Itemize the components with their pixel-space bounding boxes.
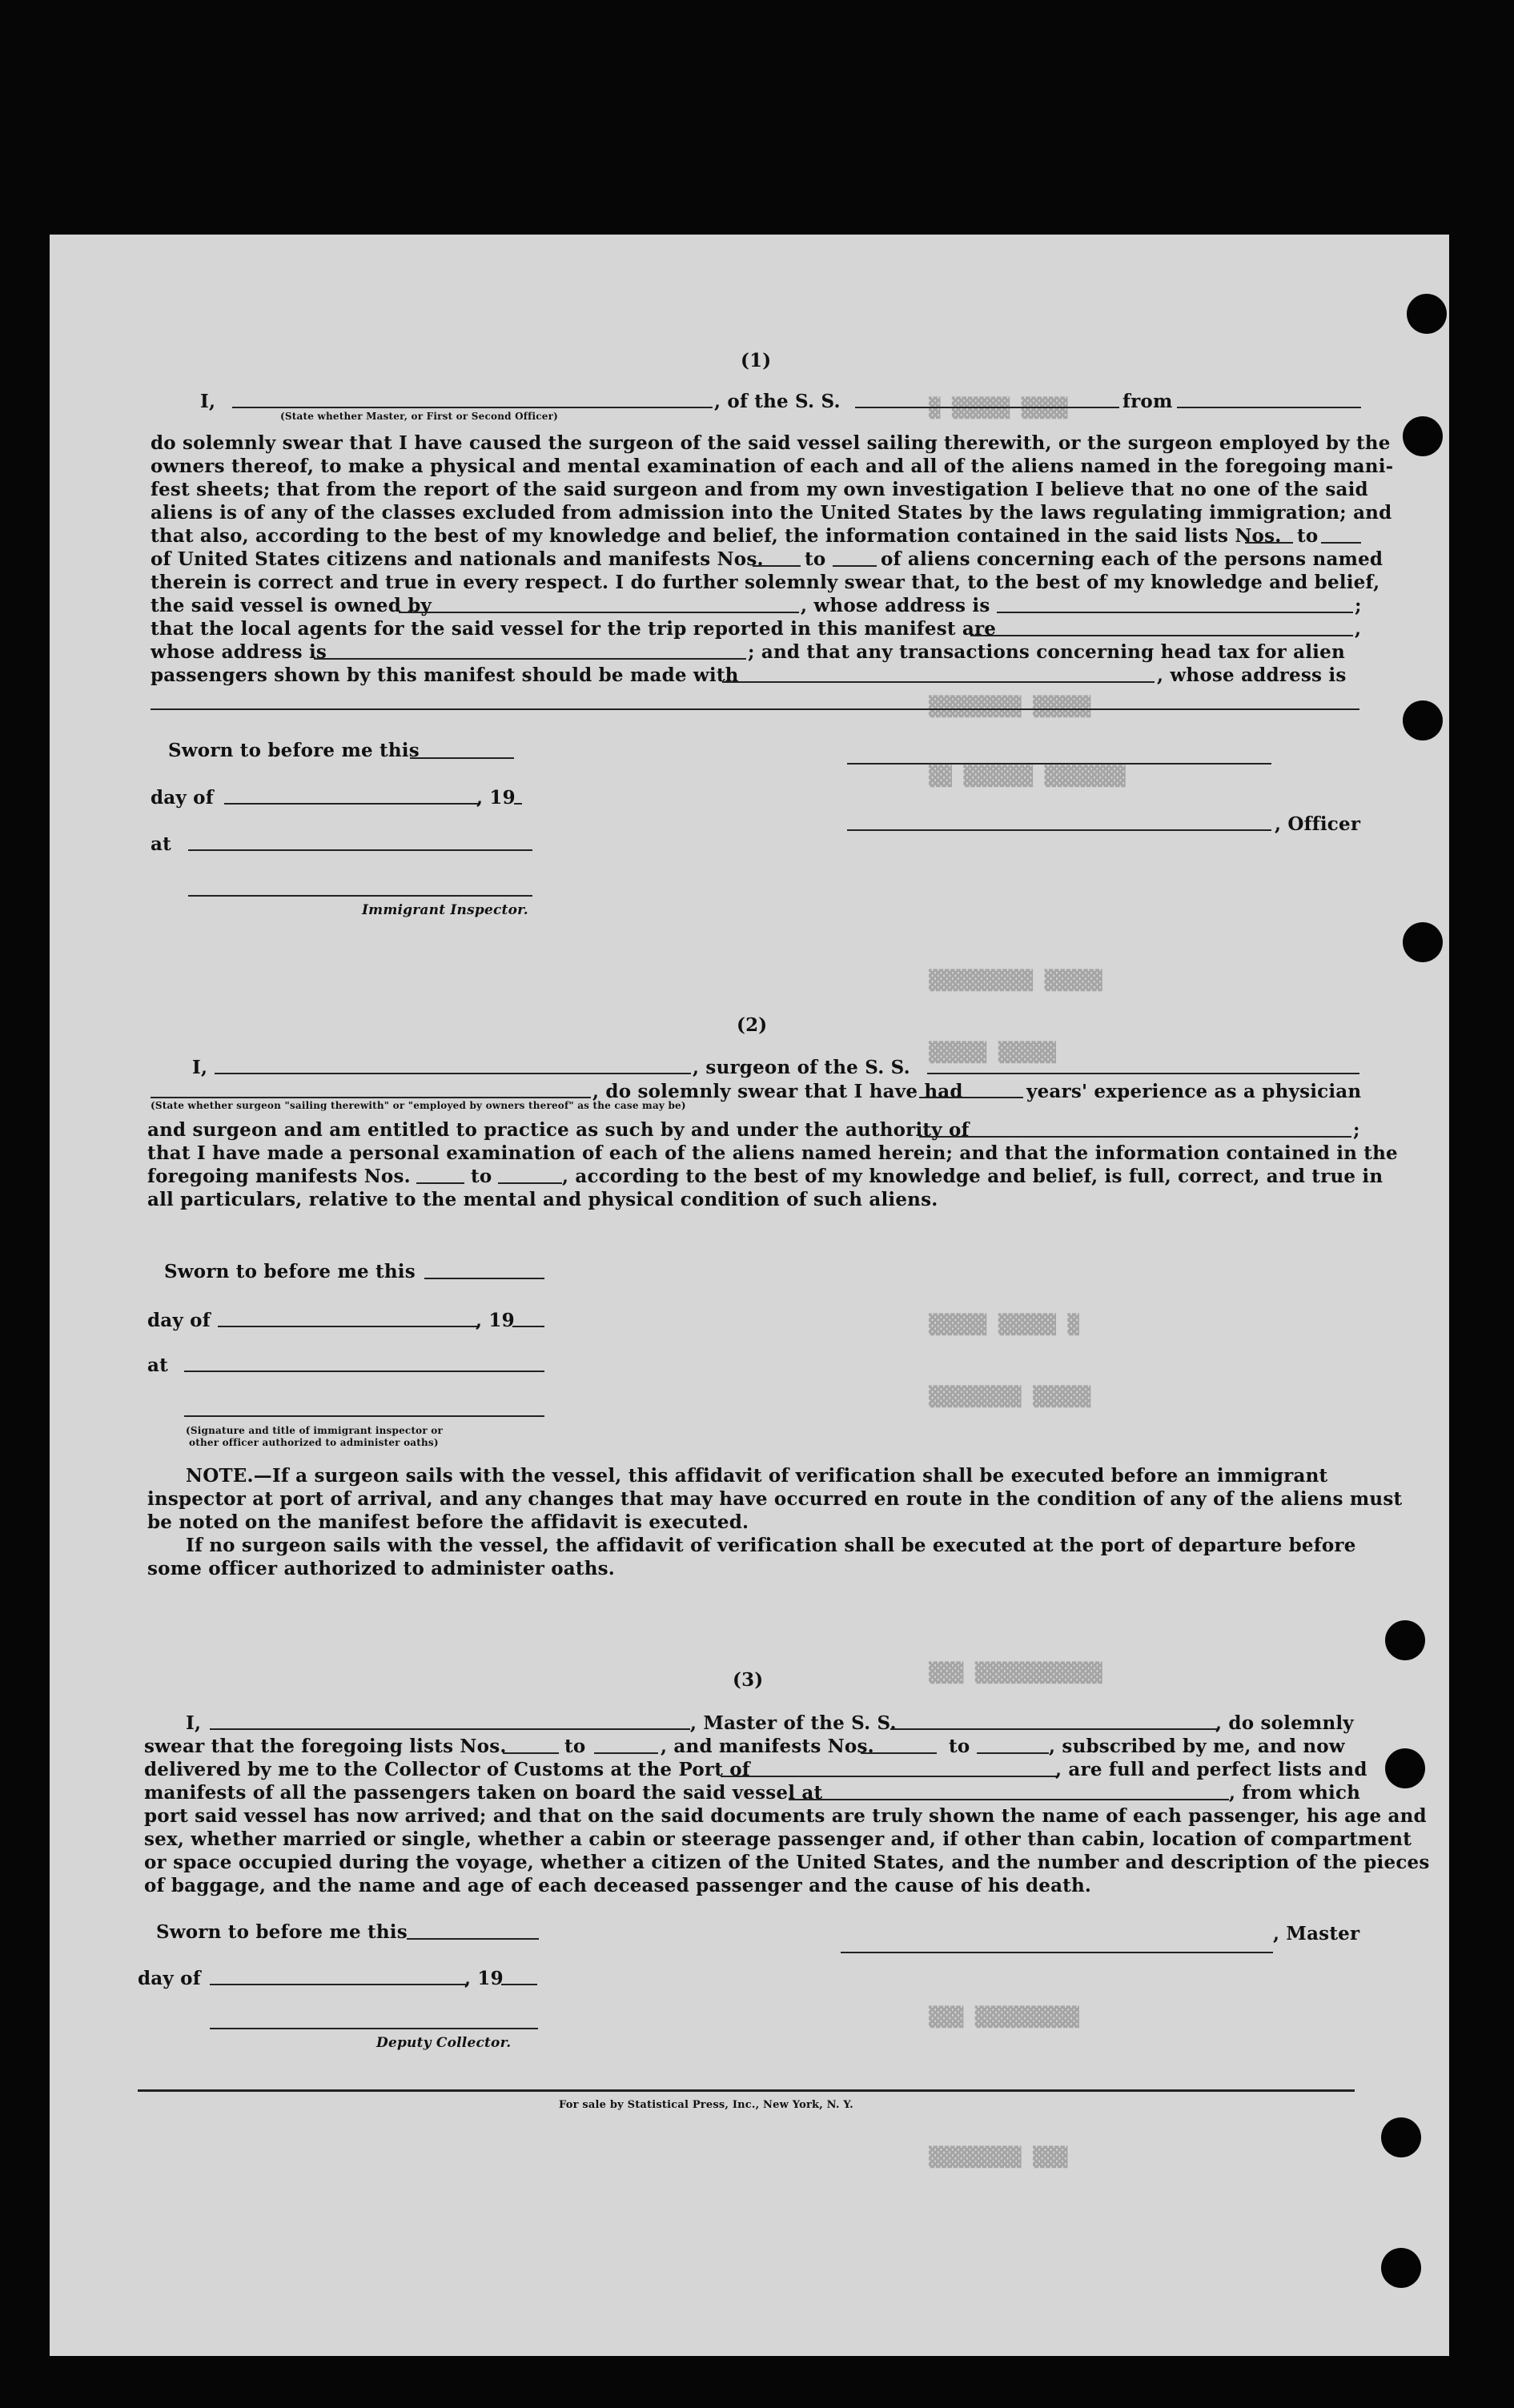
s3-lists-from-line xyxy=(503,1752,559,1754)
s3-para-line: delivered by me to the Collector of Customs at the Port of xyxy=(144,1759,750,1780)
s2-sig-caption: (Signature and title of immigrant inspector or xyxy=(186,1425,444,1436)
s1-manifest-to-line xyxy=(833,565,877,567)
s3-collector-sig-line xyxy=(210,2028,538,2029)
s1-of-ss-label: , of the S. S. xyxy=(714,391,841,412)
s1-para-line: aliens is of any of the classes excluded from admission into the United States by the laws regulating immigration; and xyxy=(151,502,1392,524)
s2-i-label: I, xyxy=(192,1057,208,1078)
s1-semicolon: ; xyxy=(1355,595,1362,616)
s2-para-line: and surgeon and am entitled to practice as such by and under the authority of xyxy=(147,1119,970,1141)
s1-owner-address-line xyxy=(997,612,1353,613)
s2-at-line xyxy=(184,1371,544,1372)
s2-swear-label: , do solemnly swear that I have had xyxy=(592,1081,963,1102)
s3-to-label: to xyxy=(949,1736,970,1757)
note-line: inspector at port of arrival, and any changes that may have occurred en route in the condition of any of the aliens must xyxy=(147,1488,1403,1510)
s3-para-line: , subscribed by me, and now xyxy=(1049,1736,1345,1757)
punch-hole xyxy=(1407,294,1447,334)
s3-master-sig-line xyxy=(841,1952,1273,1953)
s2-sig-line xyxy=(184,1415,544,1417)
s1-year-line xyxy=(514,803,522,805)
s1-para-line: owners thereof, to make a physical and mental examination of each and all of the aliens named in the foregoing mani- xyxy=(151,456,1394,477)
bleed-through-mark: ▓▓ ▓▓▓▓▓▓ ▓▓▓▓▓▓▓ xyxy=(929,765,1126,787)
s1-officer-caption: (State whether Master, or First or Second Officer) xyxy=(280,411,558,422)
s1-agents-address-line xyxy=(314,658,746,660)
s3-para-line: , are full and perfect lists and xyxy=(1055,1759,1367,1780)
s1-sworn-label: Sworn to before me this xyxy=(168,740,420,761)
s3-embark-line xyxy=(789,1799,1229,1800)
s2-day-line xyxy=(218,1326,478,1327)
s3-para-line: , from which xyxy=(1229,1782,1361,1804)
s3-day-line xyxy=(210,1984,466,1985)
s3-para-line: of baggage, and the name and age of each deceased passenger and the cause of his death. xyxy=(144,1875,1092,1896)
bleed-through-mark: ▓▓▓▓▓ ▓▓▓▓▓ ▓ xyxy=(929,1313,1079,1335)
s1-address-label: , whose address is xyxy=(801,595,990,616)
s2-sailing-caption: (State whether surgeon "sailing therewith" or "employed by owners thereof" as the case may be) xyxy=(151,1100,686,1111)
s2-para-line: , according to the best of my knowledge and belief, is full, correct, and true in xyxy=(562,1166,1383,1187)
s3-master-line xyxy=(210,1728,690,1730)
note-line: be noted on the manifest before the affidavit is executed. xyxy=(147,1511,749,1533)
s1-owner-line xyxy=(399,612,799,613)
bleed-through-mark: ▓ ▓▓▓▓▓ ▓▓▓▓ xyxy=(929,396,1068,419)
s1-para-line: that also, according to the best of my knowledge and belief, the information contained in the said lists Nos. xyxy=(151,525,1282,547)
punch-hole xyxy=(1403,416,1443,456)
bleed-through-mark: ▓▓▓▓▓▓▓▓ ▓▓▓▓▓ xyxy=(929,695,1091,717)
s1-para-line: ; and that any transactions concerning head tax for alien xyxy=(748,641,1345,663)
s2-manifest-from-line xyxy=(416,1182,464,1184)
s3-solemnly-label: , do solemnly xyxy=(1215,1712,1354,1734)
s1-manifest-from-line xyxy=(753,565,801,567)
s1-sworn-line xyxy=(410,757,514,759)
s1-para-line: the said vessel is owned by xyxy=(151,595,432,616)
s1-from-label: from xyxy=(1122,391,1173,412)
s1-year-label: , 19 xyxy=(476,787,516,809)
s3-para-line: , and manifests Nos. xyxy=(661,1736,874,1757)
publisher-footer: For sale by Statistical Press, Inc., New York, N. Y. xyxy=(559,2099,853,2111)
punch-hole xyxy=(1403,700,1443,740)
s1-vessel-line xyxy=(855,407,1119,408)
s1-inspector-caption: Immigrant Inspector. xyxy=(362,902,528,918)
s3-manifest-to-line xyxy=(977,1752,1049,1754)
s1-lists-from-line xyxy=(1245,542,1293,544)
s1-i-label: I, xyxy=(200,391,216,412)
s3-para-line: sex, whether married or single, whether a cabin or steerage passenger and, if other than cabin, location of compartment xyxy=(144,1828,1412,1850)
footer-rule xyxy=(138,2089,1355,2092)
s3-para-line: port said vessel has now arrived; and that on the said documents are truly shown the name of each passenger, his age and xyxy=(144,1805,1427,1827)
s1-para-line: that the local agents for the said vessel for the trip reported in this manifest are xyxy=(151,618,997,640)
s3-para-line: or space occupied during the voyage, whether a citizen of the United States, and the number and description of the pieces xyxy=(144,1852,1430,1873)
s3-port-line xyxy=(721,1776,1057,1777)
s3-manifest-from-line xyxy=(861,1752,937,1754)
s1-officer-line xyxy=(232,407,713,408)
s3-para-line: swear that the foregoing lists Nos. xyxy=(144,1736,507,1757)
s2-surgeon-line xyxy=(215,1073,691,1074)
s3-i-label: I, xyxy=(186,1712,202,1734)
s2-dayof-label: day of xyxy=(147,1310,211,1331)
s2-years-label: years' experience as a physician xyxy=(1026,1081,1362,1102)
s2-surgeon-label: , surgeon of the S. S. xyxy=(693,1057,910,1078)
s1-para-line: fest sheets; that from the report of the said surgeon and from my own investigation I believe that no one of the said xyxy=(151,479,1368,500)
section-2-number: (2) xyxy=(737,1014,768,1036)
s2-sworn-line xyxy=(424,1278,544,1279)
s1-officer-sig-line-upper xyxy=(847,763,1271,765)
s3-dayof-label: day of xyxy=(138,1968,201,1989)
s1-officer-label: , Officer xyxy=(1275,813,1361,835)
s2-sig-caption: other officer authorized to administer oaths) xyxy=(189,1437,439,1448)
s2-para-line: foregoing manifests Nos. xyxy=(147,1166,411,1187)
note-line: If no surgeon sails with the vessel, the affidavit of verification shall be executed at the port of departure before xyxy=(186,1535,1356,1556)
section-1-number: (1) xyxy=(741,350,772,371)
s1-para-line: therein is correct and true in every respect. I do further solemnly swear that, to the best of my knowledge and belief, xyxy=(151,572,1380,593)
s2-at-label: at xyxy=(147,1354,168,1376)
s1-para-line: passengers shown by this manifest should be made with xyxy=(151,664,739,686)
s2-vessel-line xyxy=(927,1073,1359,1074)
s2-authority-line xyxy=(919,1136,1351,1138)
punch-hole xyxy=(1385,1748,1425,1788)
s1-agents-line xyxy=(970,635,1353,636)
s3-sworn-line xyxy=(407,1938,539,1940)
bleed-through-mark: ▓▓▓▓▓ ▓▓▓▓▓ xyxy=(929,1041,1056,1063)
s3-to-label: to xyxy=(564,1736,586,1757)
s1-day-line xyxy=(224,803,480,805)
s1-inspector-sig-line xyxy=(188,895,532,897)
s2-sailing-line xyxy=(151,1097,591,1098)
s2-semicolon: ; xyxy=(1353,1119,1360,1141)
s2-para-line: all particulars, relative to the mental and physical condition of such aliens. xyxy=(147,1189,938,1210)
s1-dayof-label: day of xyxy=(151,787,214,809)
s3-master-label: , Master xyxy=(1273,1923,1360,1944)
s3-year-label: , 19 xyxy=(464,1968,504,1989)
s3-lists-to-line xyxy=(594,1752,658,1754)
bleed-through-mark: ▓▓▓ ▓▓▓▓▓▓▓▓▓▓▓ xyxy=(929,1661,1102,1684)
s1-headtax-line xyxy=(722,681,1155,683)
s2-para-line: that I have made a personal examination of each of the aliens named herein; and that the information contained in the xyxy=(147,1142,1398,1164)
punch-hole xyxy=(1403,922,1443,962)
bleed-through-mark: ▓▓▓▓▓▓▓▓ ▓▓▓ xyxy=(929,2145,1068,2168)
s1-lists-to-line xyxy=(1321,542,1361,544)
s1-comma: , xyxy=(1355,618,1362,640)
s1-to-label: to xyxy=(805,548,826,570)
s2-year-label: , 19 xyxy=(476,1310,515,1331)
punch-hole xyxy=(1381,2117,1421,2157)
s3-sworn-label: Sworn to before me this xyxy=(156,1921,408,1943)
s2-years-line xyxy=(919,1097,1023,1098)
s3-collector-caption: Deputy Collector. xyxy=(376,2035,512,2051)
s3-vessel-line xyxy=(890,1728,1219,1730)
s2-to-label: to xyxy=(471,1166,492,1187)
s2-sworn-label: Sworn to before me this xyxy=(164,1261,416,1282)
s1-para-line: , whose address is xyxy=(1157,664,1347,686)
s3-year-line xyxy=(501,1984,537,1985)
bleed-through-mark: ▓▓▓ ▓▓▓▓▓▓▓▓▓ xyxy=(929,2005,1079,2028)
section-3-number: (3) xyxy=(733,1669,764,1691)
s3-master-of-label: , Master of the S. S. xyxy=(690,1712,897,1734)
s1-para-line: do solemnly swear that I have caused the surgeon of the said vessel sailing therewith, or the surgeon employed by the xyxy=(151,432,1391,454)
s2-manifest-to-line xyxy=(498,1182,562,1184)
punch-hole xyxy=(1385,1620,1425,1660)
note-line: some officer authorized to administer oaths. xyxy=(147,1558,616,1579)
punch-hole xyxy=(1381,2248,1421,2288)
bleed-through-mark: ▓▓▓▓▓▓▓▓▓ ▓▓▓▓▓ xyxy=(929,969,1102,991)
s1-para-line: of aliens concerning each of the persons named xyxy=(881,548,1383,570)
s1-headtax-address-line xyxy=(151,708,1359,710)
s1-para-line: whose address is xyxy=(151,641,327,663)
s1-officer-sig-line xyxy=(847,829,1271,831)
s1-para-line: of United States citizens and nationals and manifests Nos. xyxy=(151,548,764,570)
s3-para-line: manifests of all the passengers taken on board the said vessel at xyxy=(144,1782,823,1804)
s1-at-line xyxy=(188,849,532,851)
s1-at-label: at xyxy=(151,833,171,855)
s1-to-label: to xyxy=(1297,525,1319,547)
note-line: NOTE.—If a surgeon sails with the vessel, this affidavit of verification shall be executed before an immigrant xyxy=(186,1465,1328,1487)
s2-year-line xyxy=(512,1326,544,1327)
bleed-through-mark: ▓▓▓▓▓▓▓▓ ▓▓▓▓▓ xyxy=(929,1385,1091,1407)
s1-from-line xyxy=(1177,407,1361,408)
